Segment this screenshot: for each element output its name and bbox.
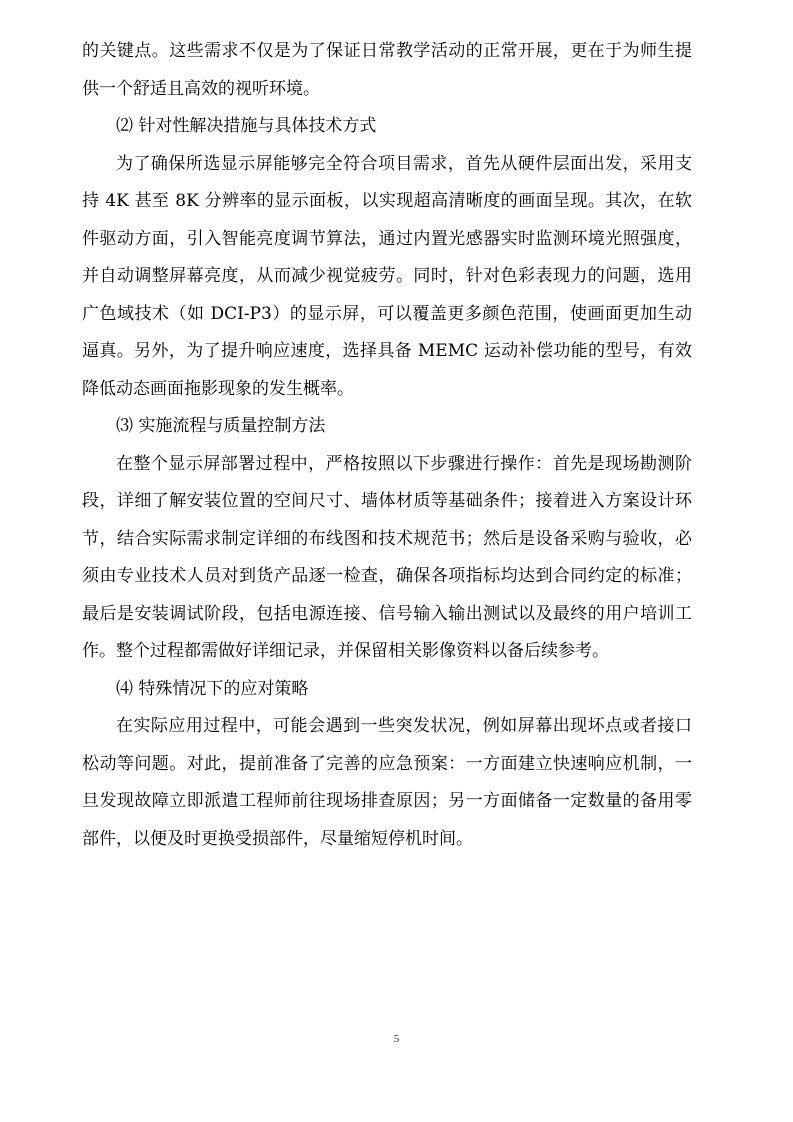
paragraph-implementation: 在整个显示屏部署过程中，严格按照以下步骤进行操作：首先是现场勘测阶段，详细了解安装位置的空间尺寸、墙体材质等基础条件；接着进入方案设计环节，结合实际需求制定详细的布线图和技术规范书；然后是设备采购与验收，必须由专业技术人员对到货产品逐一检查，确保各项指标均达到合同约定的标准；最后是安装调试阶段，包括电源连接、信号输入输出测试以及最终的用户培训工作。整个过程都需做好详细记录，并保留相关影像资料以备后续参考。 [82, 453, 692, 661]
document-body [82, 33, 692, 858]
section-heading-implementation: ⑶ 实施流程与质量控制方法 [116, 416, 326, 436]
page-number: 5 [393, 1033, 400, 1045]
paragraph-contingency: 在实际应用过程中，可能会遇到一些突发状况，例如屏幕出现坏点或者接口松动等问题。对此，提前准备了完善的应急预案：一方面建立快速响应机制，一旦发现故障立即派遣工程师前往现场排查原因；另一方面储备一定数量的备用零部件，以便及时更换受损部件，尽量缩短停机时间。 [82, 716, 692, 849]
paragraph-requirements-end: 的关键点。这些需求不仅是为了保证日常教学活动的正常开展，更在于为师生提供一个舒适且高效的视听环境。 [82, 41, 692, 99]
paragraph-solutions: 为了确保所选显示屏能够完全符合项目需求，首先从硬件层面出发，采用支持 4K 甚至 8K 分辨率的显示面板，以实现超高清晰度的画面呈现。其次，在软件驱动方面，引入智能亮度调节算法，通过内置光感器实时监测环境光照强度，并自动调整屏幕亮度，从而减少视觉疲劳。同时，针对色彩表现力的问题，选用广色域技术（如 DCI-P3）的显示屏，可以覆盖更多颜色范围，使画面更加生动逼真。另外，为了提升响应速度，选择具备 MEMC 运动补偿功能的型号，有效降低动态画面拖影现象的发生概率。 [82, 153, 692, 399]
section-heading-contingency: ⑷ 特殊情况下的应对策略 [116, 678, 309, 699]
section-heading-solutions: ⑵ 针对性解决措施与具体技术方式 [116, 116, 377, 136]
